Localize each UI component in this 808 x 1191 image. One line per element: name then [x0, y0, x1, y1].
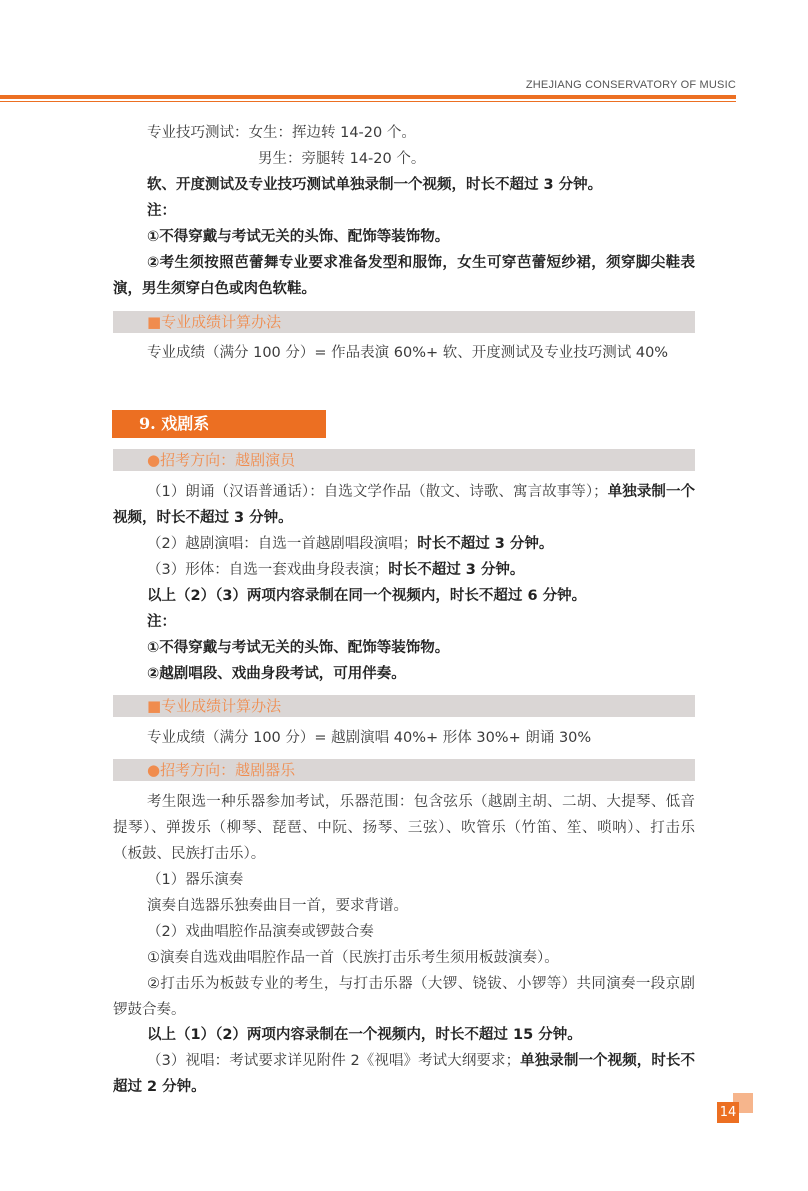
note-label: 注：	[147, 203, 176, 219]
bold-text: 单独录制一个视频，时长不超过 2 分钟。	[113, 1053, 696, 1095]
bold-text: ②越剧唱段、戏曲身段考试，可用伴奏。	[147, 666, 406, 682]
bold-text: 以上（2）（3）两项内容录制在同一个视频内，时长不超过 6 分钟。	[147, 588, 587, 604]
paragraph	[113, 224, 695, 250]
paragraph	[113, 583, 695, 609]
paragraph: 专业成绩（满分 100 分）= 作品表演 60%+ 软、开度测试及专业技巧测试 40%	[147, 345, 669, 361]
bold-text: 单独录制一个视频，时长不超过 3 分钟。	[113, 484, 695, 526]
paragraph	[113, 531, 695, 557]
bold-text: ②考生须按照芭蕾舞专业要求准备发型和服饰，女生可穿芭蕾短纱裙，须穿脚尖鞋表演，男生须穿白色或肉色软鞋。	[113, 255, 695, 297]
bold-text: ①不得穿戴与考试无关的头饰、配饰等装饰物。	[147, 640, 450, 656]
section-heading: 9. 戏剧系	[112, 410, 326, 438]
paragraph: 考生限选一种乐器参加考试，乐器范围：包含弦乐（越剧主胡、二胡、大提琴、低音提琴）、弹拨乐（柳琴、琵琶、中阮、扬琴、三弦）、吹管乐（竹笛、笙、唢呐）、打击乐（板鼓、民族打击乐）。	[113, 794, 695, 862]
paragraph	[113, 635, 695, 661]
text: （3）视唱：考试要求详见附件 2《视唱》考试大纲要求；	[147, 1053, 521, 1069]
paragraph: （1）器乐演奏	[147, 872, 244, 888]
paragraph: ②打击乐为板鼓专业的考生，与打击乐器（大锣、铙钹、小锣等）共同演奏一段京剧锣鼓合奏。	[113, 976, 695, 1018]
subsection-bar: ■专业成绩计算办法	[113, 311, 695, 333]
bold-text: 时长不超过 3 分钟。	[417, 536, 554, 552]
paragraph: ①演奏自选戏曲唱腔作品一首（民族打击乐考生须用板鼓演奏）。	[147, 950, 559, 966]
paragraph	[113, 609, 695, 635]
page-number: 14	[717, 1102, 739, 1123]
paragraph	[113, 198, 695, 224]
paragraph	[113, 1048, 695, 1100]
paragraph: （2）戏曲唱腔作品演奏或锣鼓合奏	[147, 924, 374, 940]
text: （2）越剧演唱：自选一首越剧唱段演唱；	[147, 536, 418, 552]
bold-text: 时长不超过 3 分钟。	[388, 562, 525, 578]
paragraph: 专业成绩（满分 100 分）= 越剧演唱 40%+ 形体 30%+ 朗诵 30%	[147, 730, 592, 746]
text: （3）形体：自选一套戏曲身段表演；	[147, 562, 389, 578]
subsection-bar: ■专业成绩计算办法	[113, 695, 695, 717]
paragraph: 男生：旁腿转 14-20 个。	[258, 151, 426, 167]
header-rule	[0, 95, 736, 99]
paragraph	[113, 1022, 695, 1048]
paragraph	[113, 557, 695, 583]
paragraph	[113, 172, 695, 198]
bold-text: 软、开度测试及专业技巧测试单独录制一个视频，时长不超过 3 分钟。	[147, 177, 603, 193]
bold-text: ①不得穿戴与考试无关的头饰、配饰等装饰物。	[147, 229, 450, 245]
note-label: 注：	[147, 614, 176, 630]
subsection-bar: ●招考方向：越剧演员	[113, 449, 695, 471]
paragraph: 演奏自选器乐独奏曲目一首，要求背谱。	[147, 898, 408, 914]
subsection-bar: ●招考方向：越剧器乐	[113, 759, 695, 781]
text: （1）朗诵（汉语普通话）：自选文学作品（散文、诗歌、寓言故事等）；	[147, 484, 608, 500]
paragraph: 专业技巧测试：女生：挥边转 14-20 个。	[147, 125, 416, 141]
bold-text: 以上（1）（2）两项内容录制在一个视频内，时长不超过 15 分钟。	[147, 1027, 582, 1043]
header-rule-thin	[0, 101, 736, 102]
paragraph	[113, 661, 695, 687]
paragraph	[113, 250, 695, 302]
header-title: ZHEJIANG CONSERVATORY OF MUSIC	[525, 79, 736, 91]
paragraph	[113, 479, 695, 531]
